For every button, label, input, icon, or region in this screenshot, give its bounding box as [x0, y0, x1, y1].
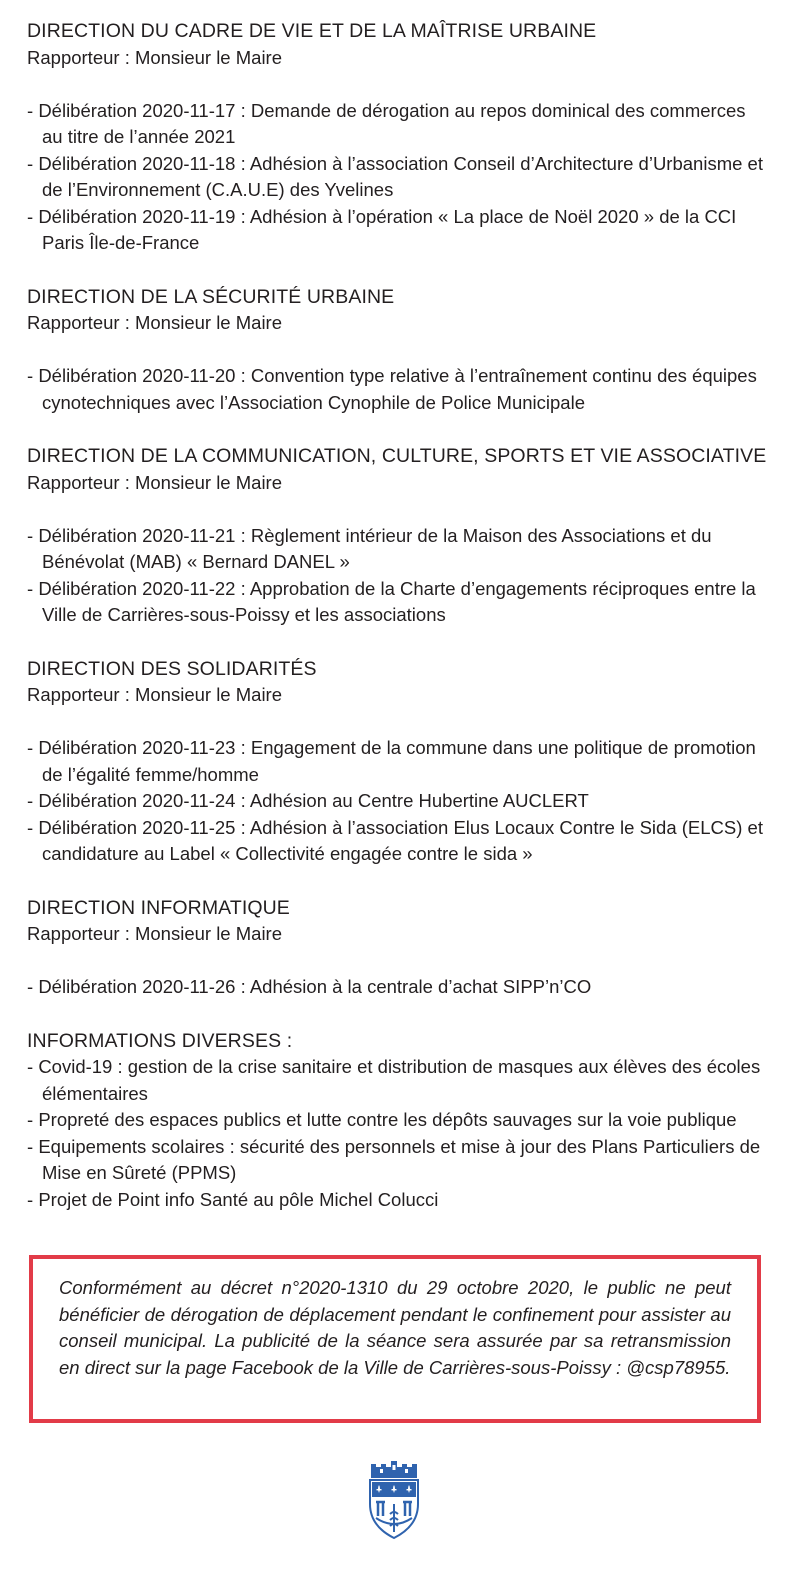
- notice-text: Conformément au décret n°2020-1310 du 29 octobre 2020, le public ne peut bénéficier de dérogation de déplacement pendant le confinement pour assister au conseil municipal. La publicité de la séance sera assurée par sa retransmission en direct sur la page Facebook de la Ville de Carrières-sous-Poissy : @csp78955.: [59, 1277, 731, 1378]
- section-heading: DIRECTION DE LA COMMUNICATION, CULTURE, SPORTS ET VIE ASSOCIATIVE: [27, 445, 767, 467]
- rapporteur: Rapporteur : Monsieur le Maire: [27, 684, 282, 705]
- list-item: - Délibération 2020-11-19 : Adhésion à l’opération « La place de Noël 2020 » de la CCI Paris Île-de-France: [27, 204, 767, 257]
- rapporteur: Rapporteur : Monsieur le Maire: [27, 923, 282, 944]
- deliberation-list: [27, 974, 767, 1001]
- deliberation-list: [27, 523, 767, 629]
- section-heading: DIRECTION DE LA SÉCURITÉ URBAINE: [27, 285, 395, 308]
- list-item: - Délibération 2020-11-23 : Engagement de la commune dans une politique de promotion de l’égalité femme/homme: [27, 735, 767, 788]
- section-securite-urbaine: [27, 284, 767, 417]
- section-heading: DIRECTION DES SOLIDARITÉS: [27, 657, 317, 680]
- rapporteur: Rapporteur : Monsieur le Maire: [27, 312, 282, 333]
- list-item: - Propreté des espaces publics et lutte contre les dépôts sauvages sur la voie publique: [27, 1107, 767, 1134]
- agenda-content: [27, 18, 767, 1240]
- list-item: - Délibération 2020-11-22 : Approbation de la Charte d’engagements réciproques entre la Ville de Carrières-sous-Poissy et les associations: [27, 576, 767, 629]
- deliberation-list: [27, 98, 767, 257]
- section-informatique: [27, 895, 767, 1001]
- section-cadre-de-vie: [27, 18, 767, 257]
- section-heading: INFORMATIONS DIVERSES :: [27, 1029, 293, 1052]
- section-heading: DIRECTION INFORMATIQUE: [27, 896, 290, 919]
- city-coat-of-arms-icon: [366, 1456, 422, 1540]
- section-heading: DIRECTION DU CADRE DE VIE ET DE LA MAÎTRISE URBAINE: [27, 20, 597, 42]
- list-item: - Projet de Point info Santé au pôle Michel Colucci: [27, 1187, 767, 1214]
- section-communication: [27, 443, 767, 629]
- list-item: - Délibération 2020-11-24 : Adhésion au Centre Hubertine AUCLERT: [27, 788, 767, 815]
- notice-box: [29, 1255, 761, 1423]
- information-list: [27, 1054, 767, 1213]
- list-item: - Délibération 2020-11-21 : Règlement intérieur de la Maison des Associations et du Bénévolat (MAB) « Bernard DANEL »: [27, 523, 767, 576]
- section-solidarites: [27, 656, 767, 868]
- list-item: - Equipements scolaires : sécurité des personnels et mise à jour des Plans Particuliers de Mise en Sûreté (PPMS): [27, 1134, 767, 1187]
- rapporteur: Rapporteur : Monsieur le Maire: [27, 46, 282, 68]
- deliberation-list: [27, 363, 767, 416]
- list-item: - Covid-19 : gestion de la crise sanitaire et distribution de masques aux élèves des écoles élémentaires: [27, 1054, 767, 1107]
- list-item: - Délibération 2020-11-18 : Adhésion à l’association Conseil d’Architecture d’Urbanisme et de l’Environnement (C.A.U.E) des Yvelines: [27, 151, 767, 204]
- list-item: - Délibération 2020-11-17 : Demande de dérogation au repos dominical des commerces au titre de l’année 2021: [27, 98, 767, 151]
- rapporteur: Rapporteur : Monsieur le Maire: [27, 471, 282, 493]
- section-informations-diverses: [27, 1028, 767, 1214]
- list-item: - Délibération 2020-11-20 : Convention type relative à l’entraînement continu des équipes cynotechniques avec l’Association Cynophile de Police Municipale: [27, 363, 767, 416]
- list-item: - Délibération 2020-11-26 : Adhésion à la centrale d’achat SIPP’n’CO: [27, 974, 767, 1001]
- list-item: - Délibération 2020-11-25 : Adhésion à l’association Elus Locaux Contre le Sida (ELCS) et candidature au Label « Collectivité engagée contre le sida »: [27, 815, 767, 868]
- deliberation-list: [27, 735, 767, 868]
